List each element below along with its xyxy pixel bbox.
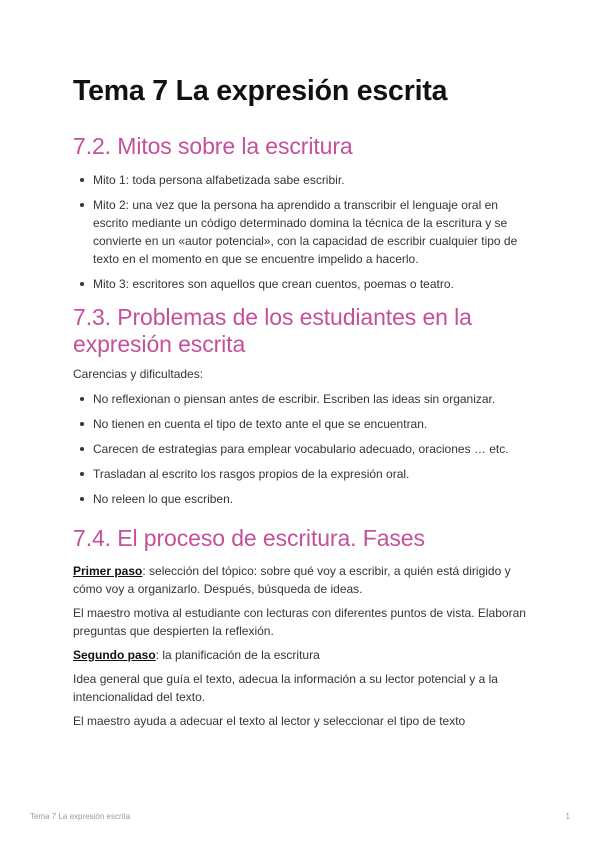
paragraph: Idea general que guía el texto, adecua la información a su lector potencial y a la intencionalidad del texto. (73, 672, 498, 704)
section-proceso (73, 525, 533, 730)
list-item: No tienen en cuenta el tipo de texto ante el que se encuentran. (73, 415, 533, 433)
step-text: : la planificación de la escritura (155, 648, 320, 662)
section-heading: 7.4. El proceso de escritura. Fases (73, 525, 425, 551)
step-title: Primer paso (73, 564, 143, 578)
paragraph: El maestro ayuda a adecuar el texto al lector y seleccionar el tipo de texto (73, 714, 466, 728)
section-heading: 7.2. Mitos sobre la escritura (73, 133, 353, 159)
section-problemas (73, 304, 533, 508)
document-page (73, 74, 533, 736)
footer-title: Tema 7 La expresión escrita (30, 812, 131, 821)
step-text: : selección del tópico: sobre qué voy a escribir, a quién está dirigido y cómo voy a organizarlo. Después, búsqueda de ideas. (73, 564, 511, 596)
list-item: Mito 1: toda persona alfabetizada sabe escribir. (73, 171, 533, 189)
bullet-list (73, 171, 533, 293)
section-intro: Carencias y dificultades: (73, 367, 204, 381)
bullet-list (73, 390, 533, 508)
step-paragraph (73, 646, 533, 664)
section-mitos (73, 133, 533, 293)
list-item: No releen lo que escriben. (73, 490, 533, 508)
list-item: Trasladan al escrito los rasgos propios de la expresión oral. (73, 465, 533, 483)
list-item: Mito 3: escritores son aquellos que crean cuentos, poemas o teatro. (73, 275, 533, 293)
paragraph: El maestro motiva al estudiante con lecturas con diferentes puntos de vista. Elaboran preguntas que despierten la reflexión. (73, 606, 526, 638)
section-heading: 7.3. Problemas de los estudiantes en la expresión escrita (73, 304, 472, 357)
page-title: Tema 7 La expresión escrita (73, 75, 448, 107)
step-title: Segundo paso (73, 648, 156, 662)
list-item: No reflexionan o piensan antes de escribir. Escriben las ideas sin organizar. (73, 390, 533, 408)
list-item: Carecen de estrategias para emplear vocabulario adecuado, oraciones … etc. (73, 440, 533, 458)
step-paragraph (73, 562, 533, 598)
page-footer (30, 812, 570, 821)
page-number: 1 (565, 812, 570, 821)
list-item: Mito 2: una vez que la persona ha aprendido a transcribir el lenguaje oral en escrito mediante un código determinado domina la técnica de la escritura y se convierte en un «autor potencial», con la capacidad de escribir cualquier tipo de texto en el momento en que se encuentre impelido a hacerlo. (73, 196, 533, 268)
